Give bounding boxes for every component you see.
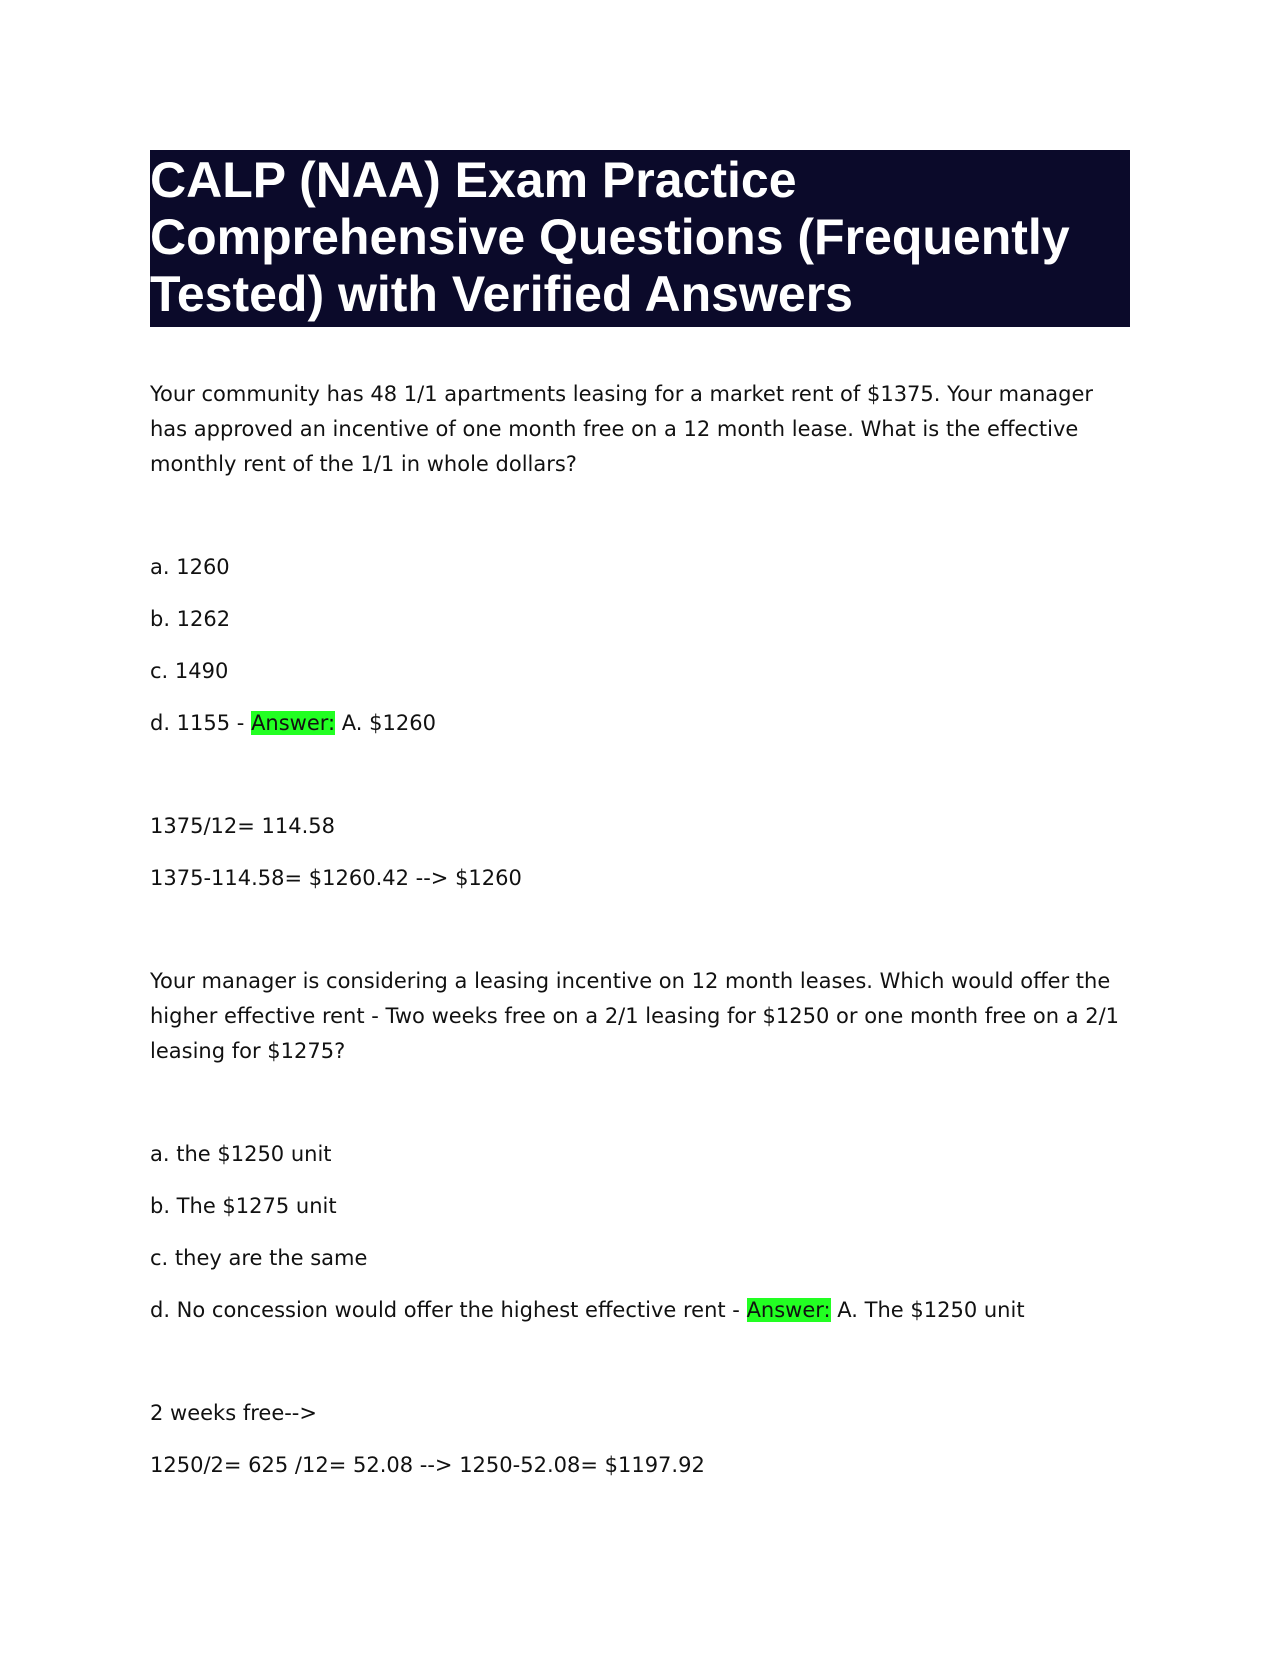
document-page (150, 150, 1130, 1500)
question-1-answer: A. $1260 (335, 711, 436, 735)
question-1 (150, 377, 1130, 896)
question-2-answer: A. The $1250 unit (830, 1298, 1025, 1322)
question-2-options (150, 1137, 1130, 1328)
question-1-options (150, 550, 1130, 741)
question-2 (150, 964, 1130, 1483)
question-2-work (150, 1396, 1130, 1483)
work-line: 1250/2= 625 /12= 52.08 --> 1250-52.08= $1197.92 (150, 1453, 705, 1477)
question-2-option-d-text: d. No concession would offer the highest effective rent - (150, 1298, 747, 1322)
question-1-work (150, 809, 1130, 896)
answer-highlight: Answer: (746, 1298, 831, 1322)
answer-highlight: Answer: (251, 711, 336, 735)
question-1-option-d (150, 706, 1130, 741)
work-line: 1375-114.58= $1260.42 --> $1260 (150, 866, 522, 890)
question-2-option-b: b. The $1275 unit (150, 1194, 337, 1218)
question-2-option-d (150, 1293, 1130, 1328)
question-2-text: Your manager is considering a leasing incentive on 12 month leases. Which would offer the higher effective rent - Two weeks free on a 2/1 leasing for $1250 or one month free on a 2/1 leasing for $1275? (150, 969, 1120, 1063)
work-line: 2 weeks free--> (150, 1401, 317, 1425)
document-title: CALP (NAA) Exam Practice Comprehensive Questions (Frequently Tested) with Verified Answers (150, 150, 1130, 327)
work-line: 1375/12= 114.58 (150, 814, 335, 838)
question-1-option-d-text: d. 1155 - (150, 711, 252, 735)
question-1-option-b: b. 1262 (150, 607, 231, 631)
question-2-option-c: c. they are the same (150, 1246, 368, 1270)
question-1-text: Your community has 48 1/1 apartments leasing for a market rent of $1375. Your manager has approved an incentive of one month free on a 12 month lease. What is the effective monthly rent of the 1/1 in whole dollars? (150, 382, 1094, 476)
question-2-option-a: a. the $1250 unit (150, 1142, 332, 1166)
question-1-option-a: a. 1260 (150, 555, 230, 579)
question-1-option-c: c. 1490 (150, 659, 229, 683)
